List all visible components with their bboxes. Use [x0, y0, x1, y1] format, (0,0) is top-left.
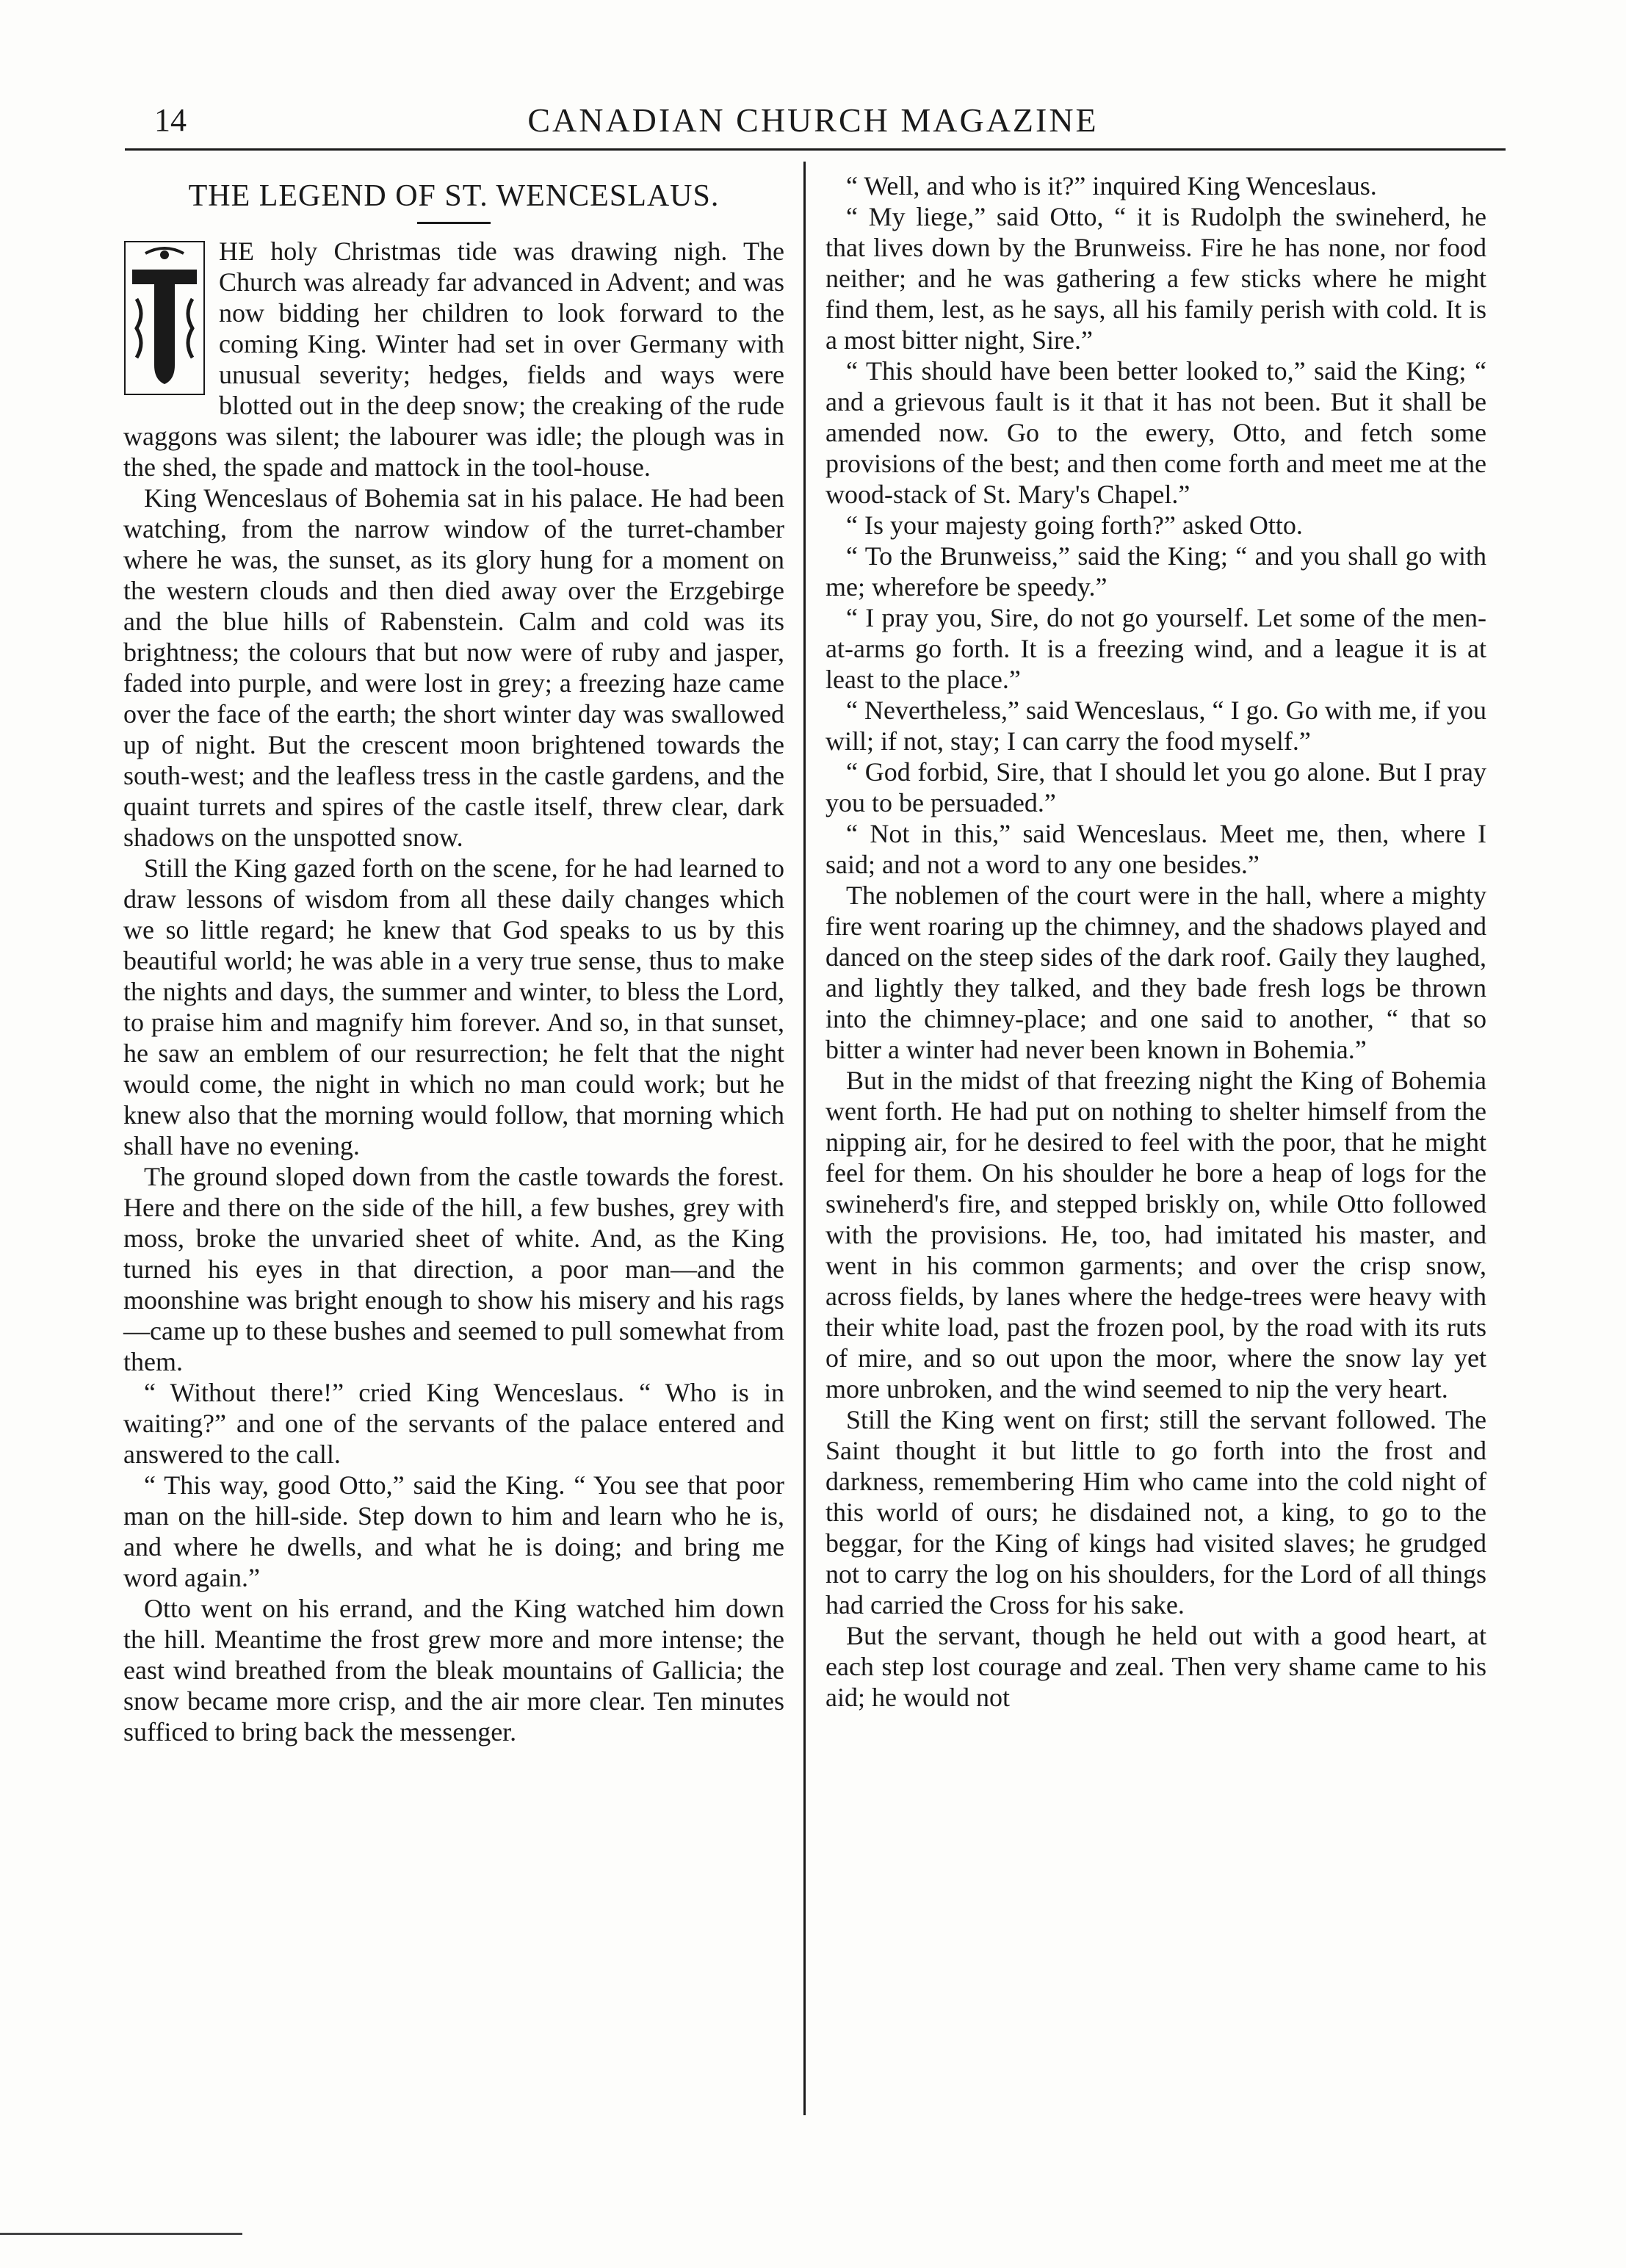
left-column — [123, 170, 784, 1747]
paragraph: King Wenceslaus of Bohemia sat in his palace. He had been watching, from the narrow window of the turret-chamber where he was, the sunset, as its glory hung for a moment on the western clouds and then died away over the Erzgebirge and the blue hills of Rabenstein. Calm and cold was its brightness; the colours that but now were of ruby and jasper, faded into purple, and were lost in grey; a freezing haze came over the face of the earth; the short winter day was swallowed up of night. But the crescent moon brightened towards the south-west; and the leafless tress in the castle gardens, and the quaint turrets and spires of the castle itself, threw clear, dark shadows on the unspotted snow. — [123, 483, 784, 852]
paragraph: “ Well, and who is it?” inquired King Wenceslaus. — [846, 171, 1377, 201]
footer-rule — [0, 2233, 242, 2235]
paragraph: The ground sloped down from the castle towards the forest. Here and there on the side of the hill, a few bushes, grey with moss, broke the unvaried sheet of white. And, as the King turned his eyes in that direction, a poor man—and the moonshine was bright enough to show his misery and his rags—came up to these bushes and seemed to pull somewhat from them. — [123, 1162, 784, 1376]
column-divider — [803, 162, 806, 2115]
magazine-title: CANADIAN CHURCH MAGAZINE — [527, 101, 1099, 139]
header-rule — [125, 148, 1506, 151]
paragraph: “ Is your majesty going forth?” asked Otto. — [846, 510, 1303, 540]
paragraph: Still the King went on first; still the servant followed. The Saint thought it but little to go forth into the frost and darkness, remembering Him who came into the cold night of this world of ours; he disdained not, a king, to go to the beggar, for the King of kings had visited slaves; he grudged not to carry the log on his shoulders, for the Lord of all things had carried the Cross for his sake. — [825, 1405, 1486, 1619]
drop-cap-ornament — [123, 240, 206, 396]
article-title: THE LEGEND OF ST. WENCESLAUS. — [188, 179, 720, 213]
paragraph: The noblemen of the court were in the hall, where a mighty fire went roaring up the chimney, and the shadows played and danced on the steep sides of the dark roof. Gaily they laughed, and lightly they talked, and they bade fresh logs be thrown into the chimney-place; and one said to another, “ that so bitter a winter had never been known in Bohemia.” — [825, 881, 1486, 1064]
paragraph: But the servant, though he held out with a good heart, at each step lost courage and zeal. Then very shame came to his aid; he would not — [825, 1621, 1486, 1712]
paragraph: Still the King gazed forth on the scene, for he had learned to draw lessons of wisdom from all these daily changes which we so little regard; he knew that God speaks to us by this beautiful world; he was able in a very true sense, thus to make the nights and days, the summer and winter, to bless the Lord, to praise him and magnify him forever. And so, in that sunset, he saw an emblem of our resurrection; he felt that the night would come, the night in which no man could work; but he knew also that the morning would follow, that morning which shall have no evening. — [123, 853, 784, 1160]
paragraph: “ This should have been better looked to,” said the King; “ and a grievous fault is it that it has not been. But it shall be amended now. Go to the ewery, Otto, and fetch some provisions of the best; and then come forth and meet me at the wood-stack of St. Mary's Chapel.” — [825, 356, 1486, 509]
right-column — [825, 170, 1486, 1713]
paragraph: “ I pray you, Sire, do not go yourself. Let some of the men-at-arms go forth. It is a freezing wind, and a league it is at least to the place.” — [825, 603, 1486, 694]
title-rule — [417, 222, 491, 224]
paragraph: “ This way, good Otto,” said the King. “ You see that poor man on the hill-side. Step down to him and learn who he is, and where he dwells, and what he is doing; and bring me word again.” — [123, 1470, 784, 1592]
paragraph: “ Not in this,” said Wenceslaus. Meet me, then, where I said; and not a word to any one besides.” — [825, 819, 1486, 879]
page-header — [0, 94, 1626, 147]
paragraph: Otto went on his errand, and the King watched him down the hill. Meantime the frost grew more and more intense; the east wind breathed from the bleak mountains of Gallicia; the snow became more crisp, and the air more clear. Ten minutes sufficed to bring back the messenger. — [123, 1594, 784, 1747]
paragraph: “ To the Brunweiss,” said the King; “ and you shall go with me; wherefore be speedy.” — [825, 541, 1486, 602]
paragraph: HE holy Christmas tide was drawing nigh. The Church was already far advanced in Advent; and was now bidding her children to look forward to the coming King. Winter had set in over Germany with unusual severity; hedges, fields and ways were blotted out in the deep snow; the creaking of the rude waggons was silent; the labourer was idle; the plough was in the shed, the spade and mattock in the tool-house. — [123, 236, 784, 482]
paragraph: “ Nevertheless,” said Wenceslaus, “ I go. Go with me, if you will; if not, stay; I can carry the food myself.” — [825, 696, 1486, 756]
paragraph: “ My liege,” said Otto, “ it is Rudolph the swineherd, he that lives down by the Brunweiss. Fire he has none, nor food neither; and he was gathering a few sticks where he might find them, lest, as he says, all his family perish with cold. It is a most bitter night, Sire.” — [825, 202, 1486, 355]
paragraph: But in the midst of that freezing night the King of Bohemia went forth. He had put on nothing to shelter himself from the nipping air, for he desired to feel with the poor, that he might feel for them. On his shoulder he bore a heap of logs for the swineherd's fire, and stepped briskly on, while Otto followed with the provisions. He, too, had imitated his master, and went in his common garments; and over the crisp snow, across fields, by lanes where the hedge-trees were heavy with their white load, past the frozen pool, by the road with its ruts of mire, and so out upon the moor, where the snow lay yet more unbroken, and the wind seemed to nip the very heart. — [825, 1066, 1486, 1404]
page-number: 14 — [154, 102, 187, 138]
paragraph: “ God forbid, Sire, that I should let you go alone. But I pray you to be persuaded.” — [825, 757, 1486, 817]
paragraph: “ Without there!” cried King Wenceslaus. “ Who is in waiting?” and one of the servants of the palace entered and answered to the call. — [123, 1378, 784, 1469]
